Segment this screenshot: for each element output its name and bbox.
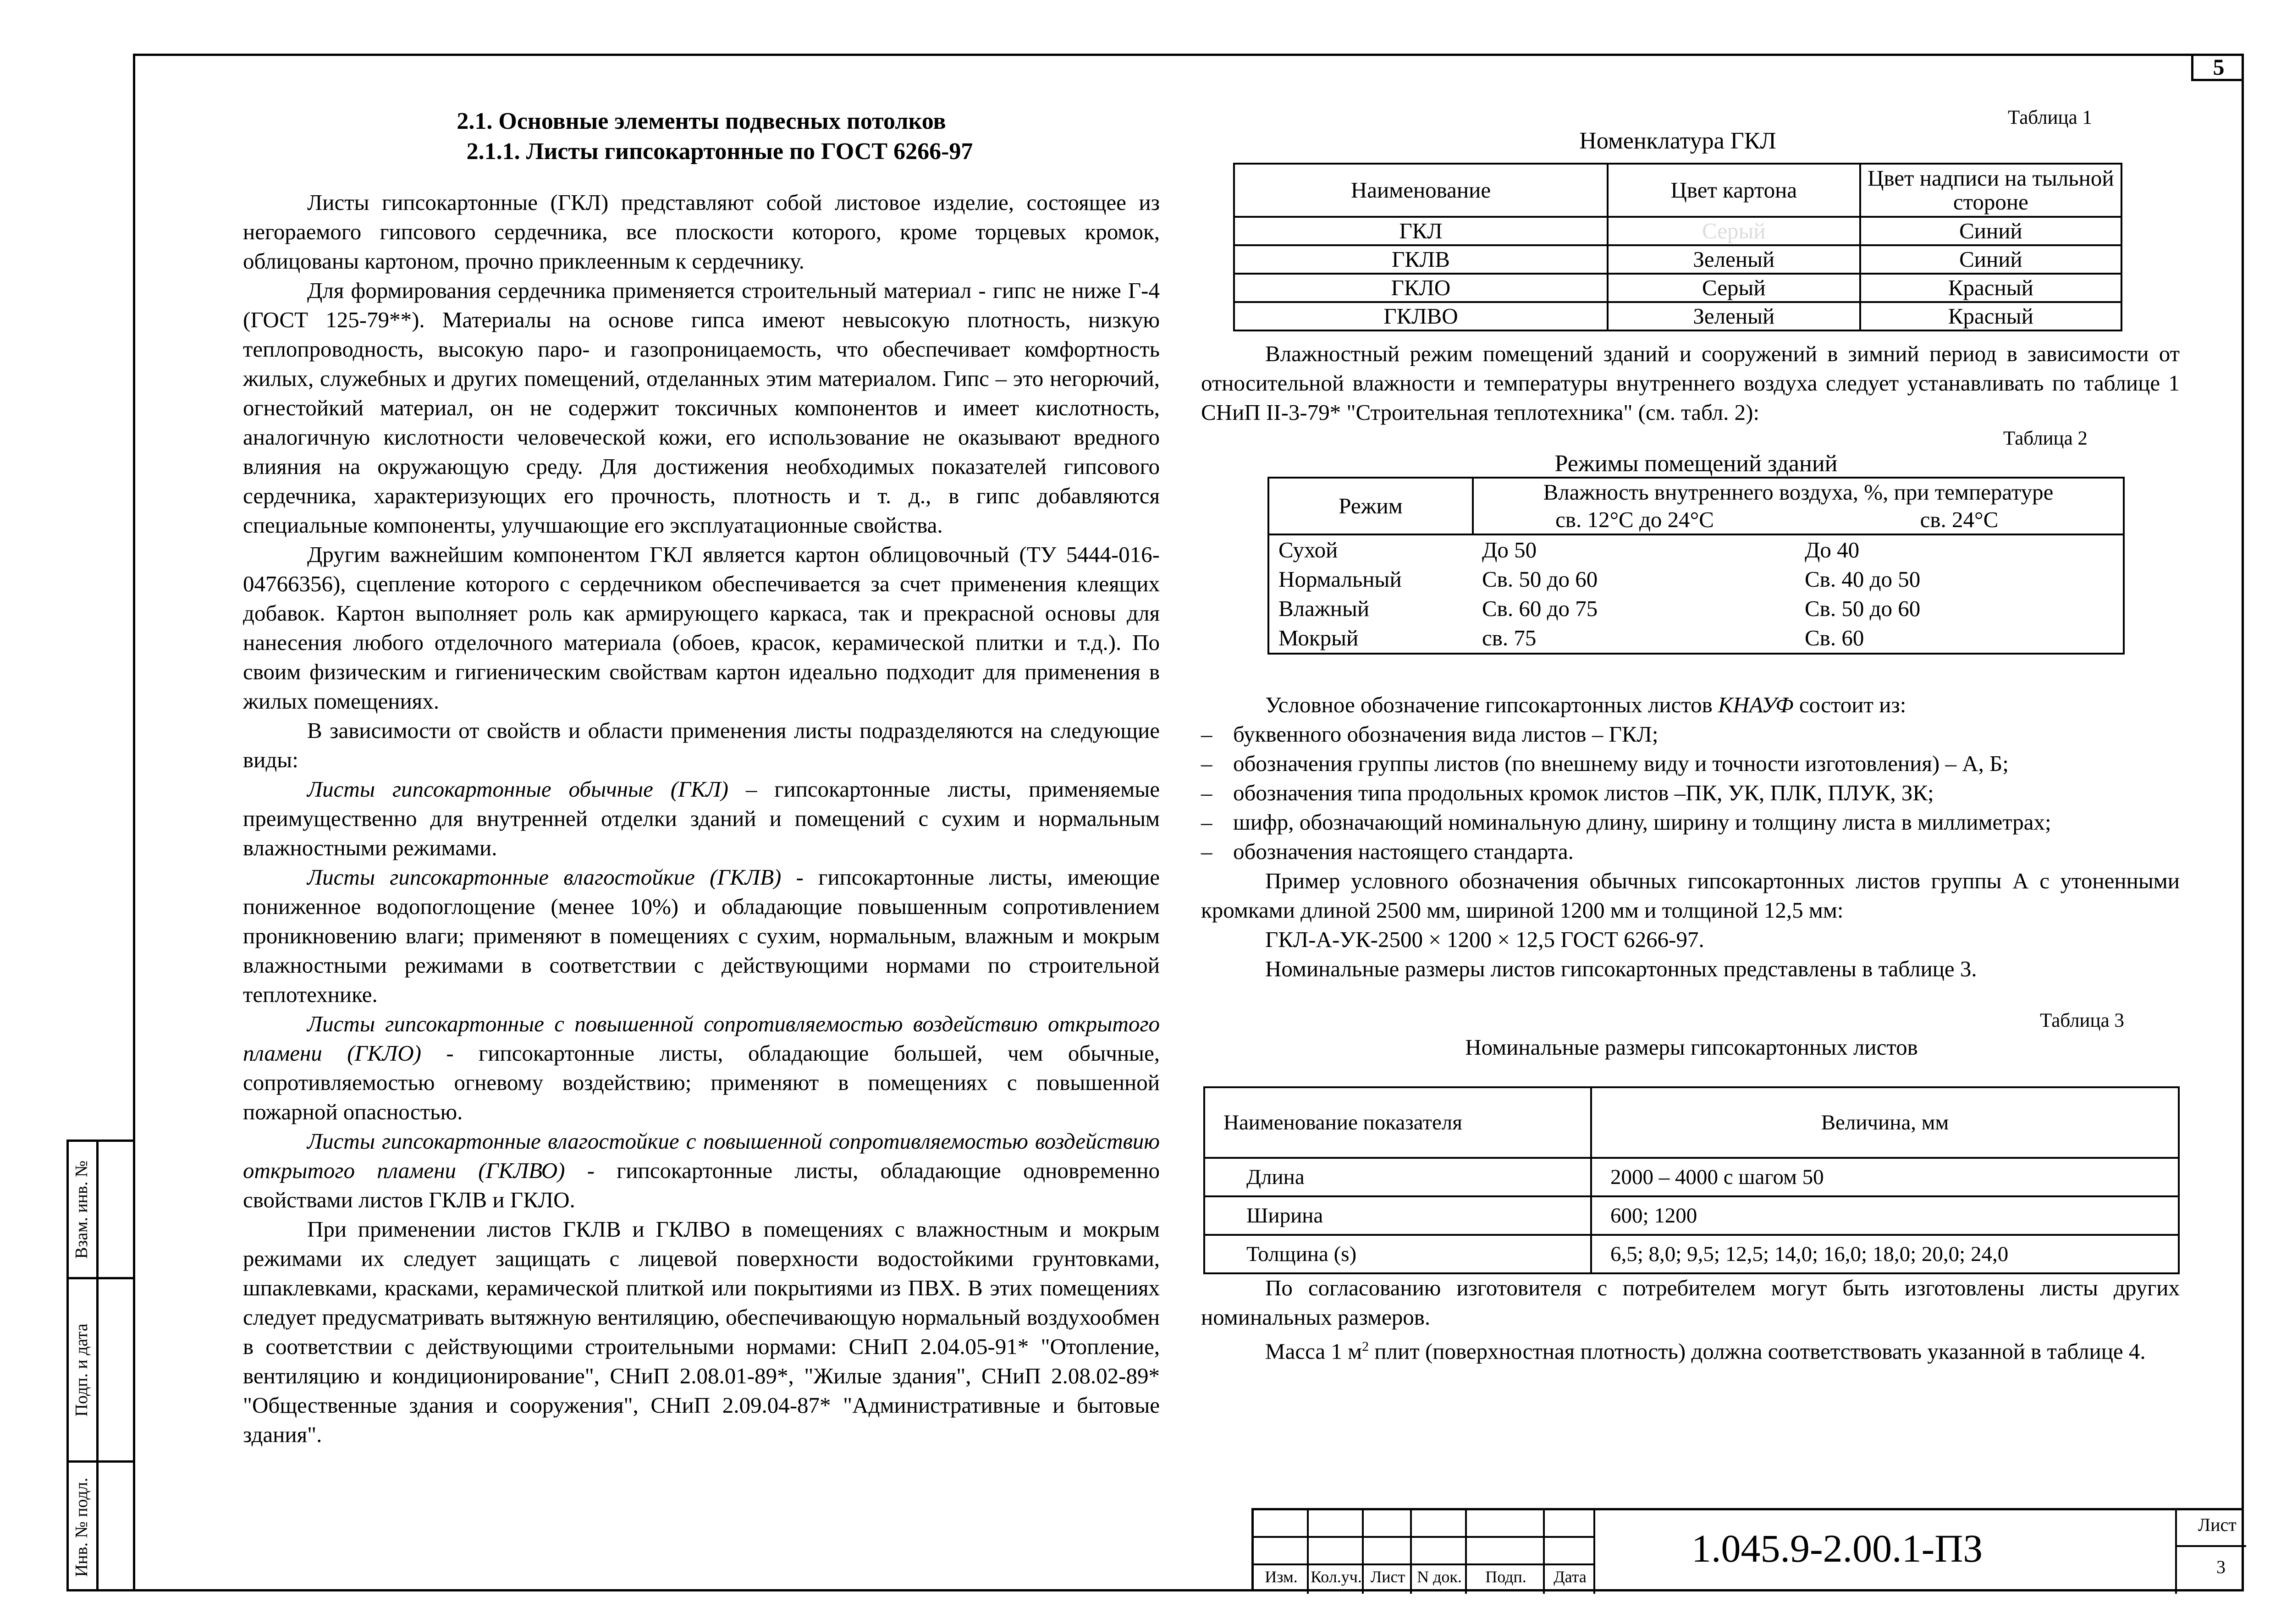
left-column: [243, 188, 1160, 1449]
table3: [1203, 1086, 2180, 1274]
term-gkl: Листы гипсокартонные обычные (ГКЛ): [307, 776, 728, 802]
brand-knauf: КНАУФ: [1718, 692, 1794, 717]
stamp-header: Подп.: [1485, 1568, 1526, 1586]
section-heading: [243, 106, 1160, 167]
list-item: – обозначения настоящего стандарта.: [1201, 839, 1574, 864]
stamp-header: Кол.уч.: [1311, 1568, 1362, 1586]
side-label-replace: Взам. инв. №: [72, 1160, 91, 1259]
stamp-header: Лист: [1370, 1568, 1405, 1586]
side-cell-replace: [66, 1140, 133, 1277]
table-row: Мокрый св. 75 Св. 60: [1278, 625, 1864, 650]
table2-header-group: Влажность внутреннего воздуха, %, при температуре: [1473, 478, 2124, 506]
table3-label: Таблица 3: [2040, 1010, 2124, 1031]
side-label-inventory: Инв. № подл.: [72, 1477, 91, 1577]
side-cell-signature: [66, 1277, 133, 1460]
list-item: – шифр, обозначающий номинальную длину, ширину и толщину листа в миллиметрах;: [1201, 809, 2051, 835]
paragraph: Листы гипсокартонные влагостойкие с повышенной сопротивляемостью воздействию открытого пламени (ГКЛВО) - гипсокартонные листы, обладающие одновременно свойствами листов ГКЛВ и ГКЛО.: [243, 1129, 1160, 1212]
paragraph: При применении листов ГКЛВ и ГКЛВО в помещениях с влажностным и мокрым режимами их следует защищать с лицевой поверхности водостойкими грунтовками, шпаклевками, красками, керамической плиткой или покрытиями из ПВХ. В этих помещениях следует предусматривать вытяжную вентиляцию, обеспечивающую нормальный воздухообмен в соответствии с действующими строительными нормами: СНиП 2.04.05-91* "Отопление, вентиляцию и кондиционирование", СНиП 2.08.01-89*, "Жилые здания", СНиП 2.08.02-89* "Общественные здания и сооружения", СНиП 2.09.04-87* "Административные и бытовые здания".: [243, 1217, 1160, 1447]
term-gklvo: Листы гипсокартонные влагостойкие с повышенной сопротивляемостью воздействию открытого пламени (ГКЛВО): [243, 1129, 1160, 1183]
table1-header: Наименование: [1234, 164, 1608, 217]
table-row: Ширина 600; 1200: [1204, 1196, 2179, 1235]
list-item: – буквенного обозначения вида листов – ГКЛ;: [1201, 721, 1658, 747]
table3-title: Номинальные размеры гипсокартонных листов: [1465, 1035, 1918, 1060]
table-row: ГКЛО Серый Красный: [1234, 274, 2121, 302]
table3-header: Наименование показателя: [1204, 1087, 1591, 1158]
table1-header: Цвет надписи на тыльной стороне: [1860, 164, 2121, 217]
table2-header-mode: Режим: [1268, 478, 1473, 534]
paragraph: Листы гипсокартонные обычные (ГКЛ) – гипсокартонные листы, применяемые преимущественно для внутренней отделки зданий и помещений с сухим и нормальным влажностными режимами.: [243, 776, 1160, 860]
paragraph: Листы гипсокартонные (ГКЛ) представляют собой листовое изделие, состоящее из негораемого гипсового сердечника, все плоскости которого, кроме торцевых кромок, облицованы картоном, прочно приклеенным к сердечнику.: [243, 190, 1160, 274]
side-label-signature: Подп. и дата: [72, 1323, 91, 1417]
document-code: 1.045.9-2.00.1-ПЗ: [1691, 1526, 1983, 1570]
table2-header-sub: св. 24°С: [1796, 506, 2124, 534]
table2-title: Режимы помещений зданий: [1554, 451, 1838, 477]
paragraph: Другим важнейшим компонентом ГКЛ является картон облицовочный (ТУ 5444-016-04766356), сцепление которого с сердечником обеспечивается за счет применения клеящих добавок. Картон выполняет роль как армирующего каркаса, так и прекрасной основы для нанесения любого отделочного материала (обоев, красок, керамической плитки и т.д.). По своим физическим и гигиеническим свойствам картон идеально подходит для применения в жилых помещениях.: [243, 542, 1160, 714]
humidity-text: Влажностный режим помещений зданий и сооружений в зимний период в зависимости от относительной влажности и температуры внутреннего воздуха следует устанавливать по таблице 1 СНиП II-3-79* "Строительная теплотехника" (см. табл. 2):: [1201, 341, 2180, 425]
paragraph: Листы гипсокартонные влагостойкие (ГКЛВ) - гипсокартонные листы, имеющие пониженное водопоглощение (менее 10%) и обладающие повышенным сопротивлением проникновению влаги; применяют в помещениях с сухим, нормальным, влажным и мокрым влажностными режимами в соответствии с действующими нормами по строительной теплотехнике.: [243, 864, 1160, 1007]
term-gklv: Листы гипсокартонные влагостойкие (ГКЛВ): [307, 864, 782, 890]
list-item: – обозначения группы листов (по внешнему виду и точности изготовления) – А, Б;: [1201, 751, 2009, 776]
table-row: ГКЛВ Зеленый Синий: [1234, 245, 2121, 274]
table2-header-sub: св. 12°С до 24°С: [1473, 506, 1796, 534]
term-gklo: Листы гипсокартонные с повышенной сопротивляемостью воздействию открытого пламени (ГКЛО): [243, 1011, 1160, 1066]
side-cell-inventory: [66, 1460, 133, 1591]
table-row: Длина 2000 – 4000 с шагом 50: [1204, 1158, 2179, 1196]
table1-title: Номенклатура ГКЛ: [1579, 128, 1776, 154]
table1: [1233, 163, 2122, 331]
table-row: ГКЛВО Зеленый Красный: [1234, 302, 2121, 330]
heading-line-1: 2.1. Основные элементы подвесных потолков: [457, 108, 946, 134]
paragraph: Для формирования сердечника применяется строительный материал - гипс не ниже Г-4 (ГОСТ 125-79**). Материалы на основе гипса имеют невысокую плотность, низкую теплопроводность, высокую паро- и газопроницаемость, что обеспечивает комфортность жилых, служебных и других помещений, отделанных этим материалом. Гипс – это негорючий, огнестойкий материал, он не содержит токсичных компонентов и имеет кислотность, аналогичную кислотности человеческой кожи, его использование не оказывают вредного влияния на окружающую среду. Для достижения необходимых показателей гипсового сердечника, характеризующих его прочность, плотность и т. д., в гипс добавляются специальные компоненты, улучшающие его эксплуатационные свойства.: [243, 278, 1160, 538]
heading-line-2: 2.1.1. Листы гипсокартонные по ГОСТ 6266-97: [466, 138, 973, 165]
table1-header: Цвет картона: [1608, 164, 1860, 217]
stamp-header: N док.: [1417, 1568, 1462, 1586]
table3-header: Величина, мм: [1591, 1087, 2179, 1158]
paragraph: В зависимости от свойств и области применения листы подразделяются на следующие виды:: [243, 718, 1160, 772]
designation-section: Условное обозначение гипсокартонных листов КНАУФ состоит из: – буквенного обозначения вида листов – ГКЛ; – обозначения группы листов (по внешнему виду и точности изготовления) – А, Б; – обозначения типа продольных кромок листов –ПК, УК, ПЛК, ПЛУК, ЗК; – шифр, обозначающий номинальную длину, ширину и толщину листа в миллиметрах; – обозначения настоящего стандарта. Пример условного обозначения обычных гипсокартонных листов группы А с утоненными кромками длиной 2500 мм, шириной 1200 мм и толщиной 12,5 мм: ГКЛ-А-УК-2500 × 1200 × 12,5 ГОСТ 6266-97. Номинальные размеры листов гипсокартонных представлены в таблице 3.: [1201, 692, 2180, 981]
stamp-header: Изм.: [1265, 1568, 1298, 1586]
table-row: ГКЛ Серый Синий: [1234, 217, 2121, 245]
stamp-header: Дата: [1554, 1568, 1587, 1586]
sheet-number: 3: [2216, 1557, 2226, 1577]
table-row: Влажный Св. 60 до 75 Св. 50 до 60: [1278, 596, 1921, 621]
table-row: Нормальный Св. 50 до 60 Св. 40 до 50: [1278, 567, 1921, 592]
table2-label: Таблица 2: [2003, 428, 2088, 449]
closing-text: По согласованию изготовителя с потребителем могут быть изготовлены листы других номинальных размеров. Масса 1 $м^2$ плит (поверхностная плотность) должна соответствовать указанной в таблице 4.: [1201, 1275, 2180, 1364]
paragraph: Листы гипсокартонные с повышенной сопротивляемостью воздействию открытого пламени (ГКЛО) - гипсокартонные листы, обладающие большей, чем обычные, сопротивляемостью огневому воздействию; применяют в помещениях с повышенной пожарной опасностью.: [243, 1011, 1160, 1124]
table1-label: Таблица 1: [2008, 107, 2092, 128]
table2: [1267, 477, 2125, 655]
table-row: Сухой До 50 До 40: [1278, 537, 1860, 562]
designation-example: ГКЛ-А-УК-2500 × 1200 × 12,5 ГОСТ 6266-97.: [1265, 927, 1704, 952]
page-number: 5: [2191, 54, 2244, 81]
table-row: Толщина (s) 6,5; 8,0; 9,5; 12,5; 14,0; 16,0; 18,0; 20,0; 24,0: [1204, 1235, 2179, 1273]
sheet-label: Лист: [2198, 1514, 2237, 1535]
list-item: – обозначения типа продольных кромок листов –ПК, УК, ПЛК, ПЛУК, ЗК;: [1201, 780, 1934, 805]
